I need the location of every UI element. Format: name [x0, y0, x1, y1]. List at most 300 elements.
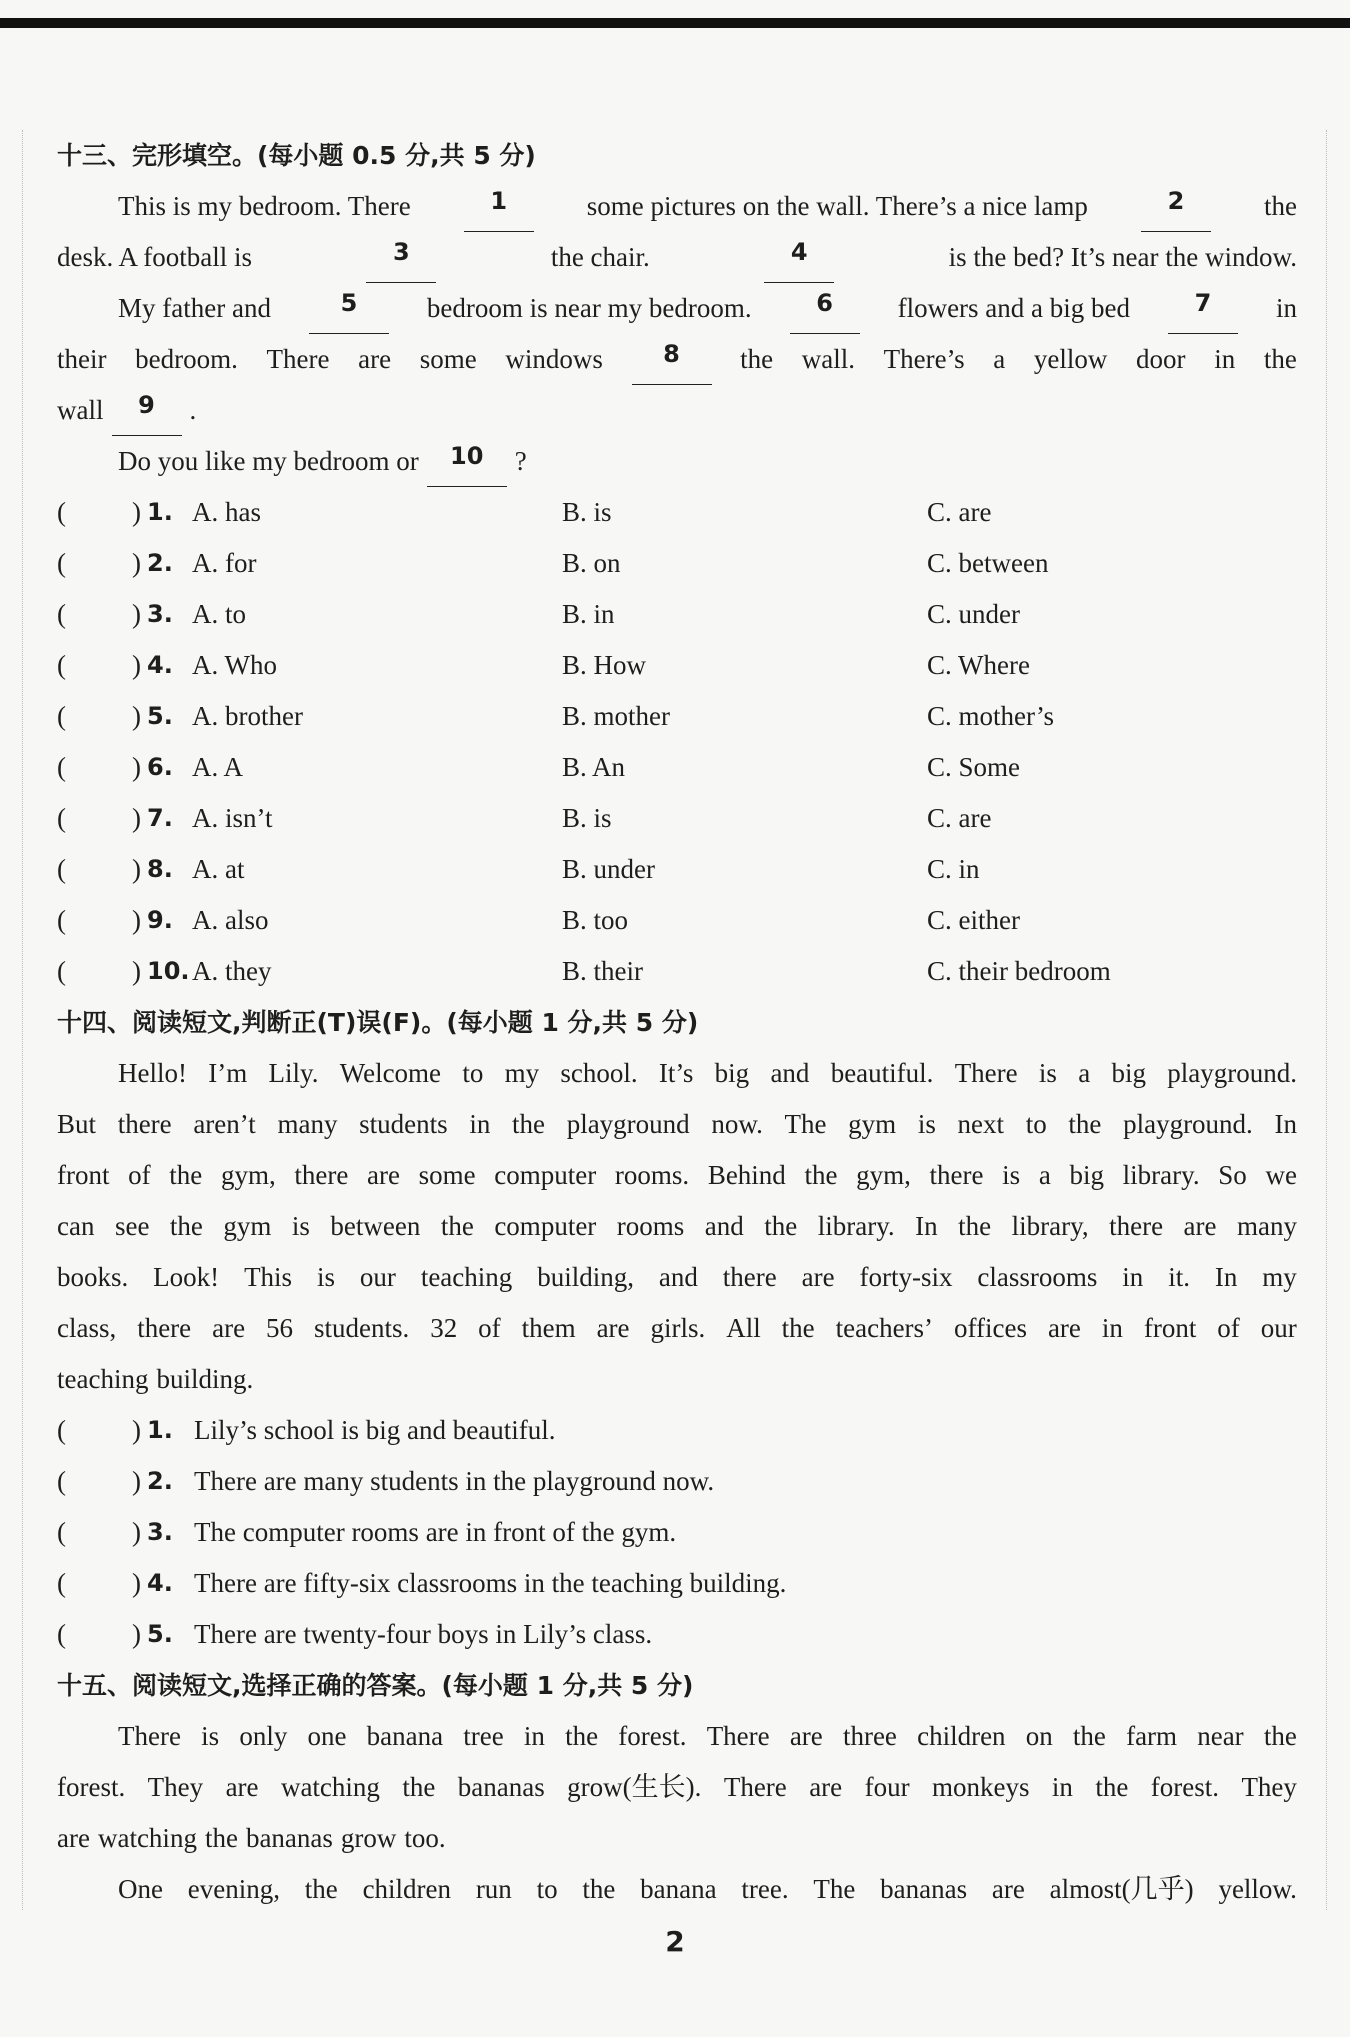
word: in	[1122, 1262, 1144, 1292]
word: on	[1025, 1721, 1053, 1751]
statement-text: Lily’s school is big and beautiful.	[194, 1415, 556, 1445]
word: in	[523, 1721, 545, 1751]
word: beautiful.	[830, 1058, 934, 1088]
word: building,	[537, 1262, 634, 1292]
word: Hello!	[118, 1058, 187, 1088]
answer-paren-open: (	[57, 497, 66, 527]
word: the	[440, 1211, 474, 1241]
option-b[interactable]: B. How	[562, 650, 647, 680]
question-number: 5.	[147, 702, 173, 730]
passage-line	[57, 436, 1297, 487]
option-c[interactable]: C. either	[927, 905, 1020, 935]
question-number: 1.	[147, 1416, 173, 1444]
word: classrooms	[977, 1262, 1098, 1292]
answer-blank[interactable]: 8	[632, 334, 712, 385]
word: children	[362, 1874, 452, 1904]
word: farm	[1126, 1721, 1178, 1751]
word: the	[565, 1721, 599, 1751]
word: is	[201, 1721, 220, 1751]
option-row	[57, 895, 1297, 946]
word: 56	[266, 1313, 294, 1343]
passage-text: some	[419, 344, 477, 374]
answer-paren-close: )	[132, 701, 141, 731]
option-c[interactable]: C. Some	[927, 752, 1021, 782]
question-number: 6.	[147, 753, 173, 781]
word: There	[954, 1058, 1018, 1088]
word: our	[359, 1262, 396, 1292]
answer-paren-open: (	[57, 905, 66, 935]
question-number: 3.	[147, 600, 173, 628]
word: are	[991, 1874, 1025, 1904]
passage-text: their	[57, 344, 107, 374]
question-number: 1.	[147, 498, 173, 526]
option-a[interactable]: A. also	[192, 905, 269, 935]
tf-statement	[57, 1609, 1297, 1660]
passage-line	[57, 1252, 1297, 1303]
answer-blank[interactable]: 9	[112, 385, 182, 436]
option-a[interactable]: A. at	[192, 854, 245, 884]
passage-line	[57, 1762, 1297, 1813]
passage-text: Do you like my bedroom or	[118, 446, 419, 476]
word: So	[1218, 1160, 1247, 1190]
word: the	[169, 1211, 203, 1241]
statement-text: There are twenty-four boys in Lily’s class.	[194, 1619, 653, 1649]
answer-paren-close: )	[132, 1517, 141, 1547]
statement-text: There are many students in the playground now.	[194, 1466, 715, 1496]
passage-line	[57, 1354, 1297, 1405]
passage-text: some pictures on the wall. There’s a nice lamp	[586, 191, 1088, 221]
tf-statement	[57, 1405, 1297, 1456]
word: see	[114, 1211, 150, 1241]
word: There	[118, 1721, 181, 1751]
word: are	[1183, 1211, 1217, 1241]
word: In	[1214, 1262, 1238, 1292]
section-15-heading: 十五、阅读短文,选择正确的答案。(每小题 1 分,共 5 分)	[57, 1671, 694, 1700]
word: too.	[404, 1823, 446, 1853]
word: building.	[156, 1364, 254, 1394]
passage-text: is the bed? It’s near the window.	[948, 242, 1297, 272]
option-a[interactable]: A. to	[192, 599, 246, 629]
word: aren’t	[193, 1109, 256, 1139]
passage-line	[57, 1813, 1297, 1864]
word: the	[1095, 1772, 1129, 1802]
word: gym,	[856, 1160, 911, 1190]
question-number: 2.	[147, 1467, 173, 1495]
statement-text: There are fifty-six classrooms in the teaching building.	[194, 1568, 787, 1598]
section-15-passage	[57, 1711, 1297, 1915]
word: Behind	[707, 1160, 786, 1190]
word: banana	[640, 1874, 717, 1904]
passage-text: in	[1214, 344, 1236, 374]
passage-text: bedroom is near my bedroom.	[426, 293, 752, 323]
option-a[interactable]: A. they	[192, 956, 272, 986]
word: watching	[280, 1772, 380, 1802]
word: are	[789, 1721, 823, 1751]
word: big	[714, 1058, 750, 1088]
answer-paren-open[interactable]: (	[57, 1415, 66, 1445]
word: between	[330, 1211, 421, 1241]
word: run	[475, 1874, 512, 1904]
word: are	[57, 1823, 90, 1853]
answer-blank[interactable]: 7	[1168, 283, 1238, 334]
word: yellow.	[1218, 1874, 1297, 1904]
word: playground	[566, 1109, 690, 1139]
word: bananas	[245, 1823, 333, 1853]
statement-text: The computer rooms are in front of the gym.	[194, 1517, 677, 1547]
passage-line	[57, 385, 1297, 436]
word: playground.	[1123, 1109, 1253, 1139]
section-14-passage	[57, 1048, 1297, 1405]
word: and	[770, 1058, 810, 1088]
answer-blank[interactable]: 1	[464, 181, 534, 232]
word: is	[316, 1262, 335, 1292]
word: bananas	[457, 1772, 545, 1802]
passage-text: .	[189, 395, 197, 425]
word: There	[723, 1772, 787, 1802]
section-14-heading: 十四、阅读短文,判断正(T)误(F)。(每小题 1 分,共 5 分)	[57, 1008, 699, 1037]
passage-text: the	[1263, 344, 1297, 374]
option-c[interactable]: C. in	[927, 854, 980, 884]
word: the	[512, 1109, 546, 1139]
word: my	[1262, 1262, 1297, 1292]
answer-paren-open[interactable]: (	[57, 1619, 66, 1649]
passage-line	[57, 232, 1297, 283]
word: forest.	[57, 1772, 126, 1802]
word: of	[1217, 1313, 1240, 1343]
option-row	[57, 742, 1297, 793]
word: rooms	[616, 1211, 685, 1241]
answer-blank[interactable]: 2	[1141, 181, 1211, 232]
word: are	[596, 1313, 630, 1343]
passage-text: My father and	[118, 293, 271, 323]
option-c[interactable]: C. under	[927, 599, 1020, 629]
word: offices	[954, 1313, 1027, 1343]
answer-paren-close: )	[132, 1568, 141, 1598]
option-a[interactable]: A. A	[192, 752, 244, 782]
word: watching	[97, 1823, 197, 1853]
passage-text: desk. A football is	[57, 242, 252, 272]
option-c[interactable]: C. mother’s	[927, 701, 1054, 731]
word: evening,	[187, 1874, 280, 1904]
word: grow(生长).	[567, 1772, 702, 1802]
question-number: 2.	[147, 549, 173, 577]
word: In	[915, 1211, 938, 1241]
option-b[interactable]: B. is	[562, 803, 612, 833]
option-row	[57, 946, 1297, 997]
word: the	[781, 1313, 815, 1343]
word: the	[958, 1211, 992, 1241]
answer-paren-open: (	[57, 701, 66, 731]
word: is	[1002, 1160, 1021, 1190]
word: many	[1237, 1211, 1297, 1241]
word: are	[801, 1262, 835, 1292]
word: are	[212, 1313, 246, 1343]
word: is	[1038, 1058, 1057, 1088]
question-number: 4.	[147, 651, 173, 679]
word: rooms.	[614, 1160, 690, 1190]
word: there	[137, 1313, 192, 1343]
answer-paren-close: )	[132, 803, 141, 833]
word: near	[1197, 1721, 1244, 1751]
word: teachers’	[835, 1313, 934, 1343]
answer-paren-close: )	[132, 752, 141, 782]
word: Welcome	[339, 1058, 442, 1088]
word: school.	[560, 1058, 638, 1088]
option-a[interactable]: A. isn’t	[192, 803, 273, 833]
worksheet-page	[57, 130, 1297, 1915]
word: library,	[1011, 1211, 1089, 1241]
word: the	[582, 1874, 616, 1904]
word: computer	[494, 1160, 597, 1190]
page-number: 2	[665, 1925, 685, 1958]
word: tree	[463, 1721, 504, 1751]
word: computer	[494, 1211, 597, 1241]
word: Look!	[153, 1262, 220, 1292]
word: girls.	[650, 1313, 706, 1343]
word: in	[469, 1109, 491, 1139]
word: we	[1265, 1160, 1297, 1190]
passage-text: There	[266, 344, 330, 374]
answer-blank[interactable]: 3	[366, 232, 436, 283]
word: grow	[340, 1823, 397, 1853]
passage-line	[57, 283, 1297, 334]
option-a[interactable]: A. has	[192, 497, 261, 527]
option-a[interactable]: A. Who	[192, 650, 277, 680]
word: big	[1111, 1058, 1146, 1088]
answer-blank[interactable]: 5	[309, 283, 389, 334]
word: They	[147, 1772, 204, 1802]
passage-text: ?	[514, 446, 527, 476]
passage-line	[57, 334, 1297, 385]
word: in	[1101, 1313, 1123, 1343]
word: the	[764, 1211, 798, 1241]
word: of	[128, 1160, 151, 1190]
passage-line	[57, 1150, 1297, 1201]
word: some	[418, 1160, 476, 1190]
answer-paren-close: )	[132, 905, 141, 935]
word: front	[57, 1160, 110, 1190]
word: only	[239, 1721, 288, 1751]
passage-line	[57, 1048, 1297, 1099]
word: bananas	[880, 1874, 968, 1904]
word: three	[842, 1721, 897, 1751]
word: can	[57, 1211, 95, 1241]
word: almost(几乎)	[1049, 1874, 1194, 1904]
word: are	[1047, 1313, 1081, 1343]
passage-text: This is my bedroom. There	[118, 191, 411, 221]
right-margin-rule	[1326, 130, 1327, 1910]
word: are	[809, 1772, 843, 1802]
word: It’s	[658, 1058, 694, 1088]
question-number: 9.	[147, 906, 173, 934]
word: All	[726, 1313, 761, 1343]
word: This	[244, 1262, 293, 1292]
question-number: 7.	[147, 804, 173, 832]
option-row	[57, 844, 1297, 895]
question-number: 4.	[147, 1569, 173, 1597]
word: to	[1025, 1109, 1047, 1139]
answer-paren-close: )	[132, 956, 141, 986]
word: class,	[57, 1313, 117, 1343]
word: to	[536, 1874, 558, 1904]
word: the	[1263, 1721, 1297, 1751]
word: to	[462, 1058, 484, 1088]
word: the	[804, 1160, 838, 1190]
passage-line	[57, 181, 1297, 232]
left-margin-rule	[22, 130, 23, 1910]
passage-line	[57, 1303, 1297, 1354]
answer-paren-close: )	[132, 1619, 141, 1649]
word: gym,	[220, 1160, 276, 1190]
answer-paren-close: )	[132, 497, 141, 527]
word: four	[864, 1772, 910, 1802]
passage-text: the	[740, 344, 774, 374]
word: playground.	[1167, 1058, 1297, 1088]
word: there	[722, 1262, 777, 1292]
word: banana	[366, 1721, 444, 1751]
word: students.	[313, 1313, 410, 1343]
option-c[interactable]: C. their bedroom	[927, 956, 1111, 986]
word: one	[307, 1721, 347, 1751]
word: the	[402, 1772, 436, 1802]
answer-paren-close: )	[132, 548, 141, 578]
option-c[interactable]: C. are	[927, 803, 992, 833]
word: are	[225, 1772, 259, 1802]
word: They	[1241, 1772, 1297, 1802]
option-row	[57, 487, 1297, 538]
word: forest.	[618, 1721, 687, 1751]
word: big	[1069, 1160, 1104, 1190]
word: gym	[848, 1109, 897, 1139]
word: the	[1072, 1721, 1106, 1751]
answer-paren-open: (	[57, 956, 66, 986]
answer-paren-open: (	[57, 752, 66, 782]
word: The	[813, 1874, 856, 1904]
section-13-passage	[57, 181, 1297, 487]
word: children	[917, 1721, 1006, 1751]
option-b[interactable]: B. in	[562, 599, 615, 629]
option-row	[57, 640, 1297, 691]
word: the	[204, 1823, 238, 1853]
passage-text: yellow	[1033, 344, 1108, 374]
answer-paren-open[interactable]: (	[57, 1466, 66, 1496]
word: In	[1274, 1109, 1297, 1139]
word: the	[1068, 1109, 1102, 1139]
section-14-statements	[57, 1405, 1297, 1660]
word: there	[117, 1109, 172, 1139]
answer-paren-open: (	[57, 803, 66, 833]
word: of	[478, 1313, 501, 1343]
passage-line	[57, 1864, 1297, 1915]
passage-text: door	[1136, 344, 1186, 374]
answer-paren-close: )	[132, 650, 141, 680]
option-b[interactable]: B. their	[562, 956, 643, 986]
word: forty-six	[859, 1262, 953, 1292]
passage-text: a	[993, 344, 1006, 374]
option-b[interactable]: B. is	[562, 497, 612, 527]
answer-paren-open[interactable]: (	[57, 1517, 66, 1547]
word: forest.	[1150, 1772, 1220, 1802]
word: gym	[223, 1211, 272, 1241]
passage-text: bedroom.	[135, 344, 238, 374]
word: in	[1051, 1772, 1073, 1802]
option-a[interactable]: A. for	[192, 548, 257, 578]
word: now.	[711, 1109, 763, 1139]
answer-paren-close: )	[132, 1466, 141, 1496]
word: is	[917, 1109, 936, 1139]
option-c[interactable]: C. between	[927, 548, 1049, 578]
top-border-bar	[0, 18, 1350, 28]
word: there	[929, 1160, 984, 1190]
word: The	[784, 1109, 827, 1139]
option-c[interactable]: C. Where	[927, 650, 1030, 680]
question-number: 8.	[147, 855, 173, 883]
passage-text: the	[1264, 191, 1297, 221]
word: One	[118, 1874, 163, 1904]
word: the	[169, 1160, 203, 1190]
word: there	[1109, 1211, 1164, 1241]
answer-paren-close: )	[132, 1415, 141, 1445]
answer-paren-open: (	[57, 650, 66, 680]
option-b[interactable]: B. under	[562, 854, 655, 884]
word: Lily.	[268, 1058, 319, 1088]
answer-paren-close: )	[132, 854, 141, 884]
word: our	[1260, 1313, 1297, 1343]
answer-blank[interactable]: 4	[764, 232, 834, 283]
option-b[interactable]: B. too	[562, 905, 629, 935]
answer-paren-open[interactable]: (	[57, 1568, 66, 1598]
word: I’m	[208, 1058, 248, 1088]
answer-paren-open: (	[57, 548, 66, 578]
word: students	[359, 1109, 448, 1139]
word: There	[706, 1721, 770, 1751]
passage-text: the chair.	[550, 242, 650, 272]
word: them	[521, 1313, 576, 1343]
word: it.	[1168, 1262, 1190, 1292]
option-b[interactable]: B. on	[562, 548, 621, 578]
question-number: 3.	[147, 1518, 173, 1546]
passage-text: in	[1275, 293, 1297, 323]
word: books.	[57, 1262, 129, 1292]
option-c[interactable]: C. are	[927, 497, 992, 527]
word: many	[277, 1109, 338, 1139]
answer-blank[interactable]: 6	[790, 283, 860, 334]
option-a[interactable]: A. brother	[192, 701, 303, 731]
tf-statement	[57, 1456, 1297, 1507]
passage-text: windows	[505, 344, 603, 374]
answer-blank[interactable]: 10	[427, 436, 507, 487]
option-row	[57, 793, 1297, 844]
passage-text: flowers and a big bed	[897, 293, 1131, 323]
answer-paren-close: )	[132, 599, 141, 629]
word: library.	[1122, 1160, 1200, 1190]
word: there	[294, 1160, 349, 1190]
section-13-options	[57, 487, 1297, 997]
option-b[interactable]: B. mother	[562, 701, 670, 731]
option-b[interactable]: B. An	[562, 752, 626, 782]
passage-text: wall.	[801, 344, 856, 374]
passage-text: There’s	[883, 344, 965, 374]
word: But	[57, 1109, 97, 1139]
passage-line	[57, 1711, 1297, 1762]
tf-statement	[57, 1507, 1297, 1558]
passage-line	[57, 1099, 1297, 1150]
word: tree.	[741, 1874, 789, 1904]
word: the	[304, 1874, 338, 1904]
word: monkeys	[932, 1772, 1030, 1802]
word: are	[367, 1160, 400, 1190]
option-row	[57, 691, 1297, 742]
